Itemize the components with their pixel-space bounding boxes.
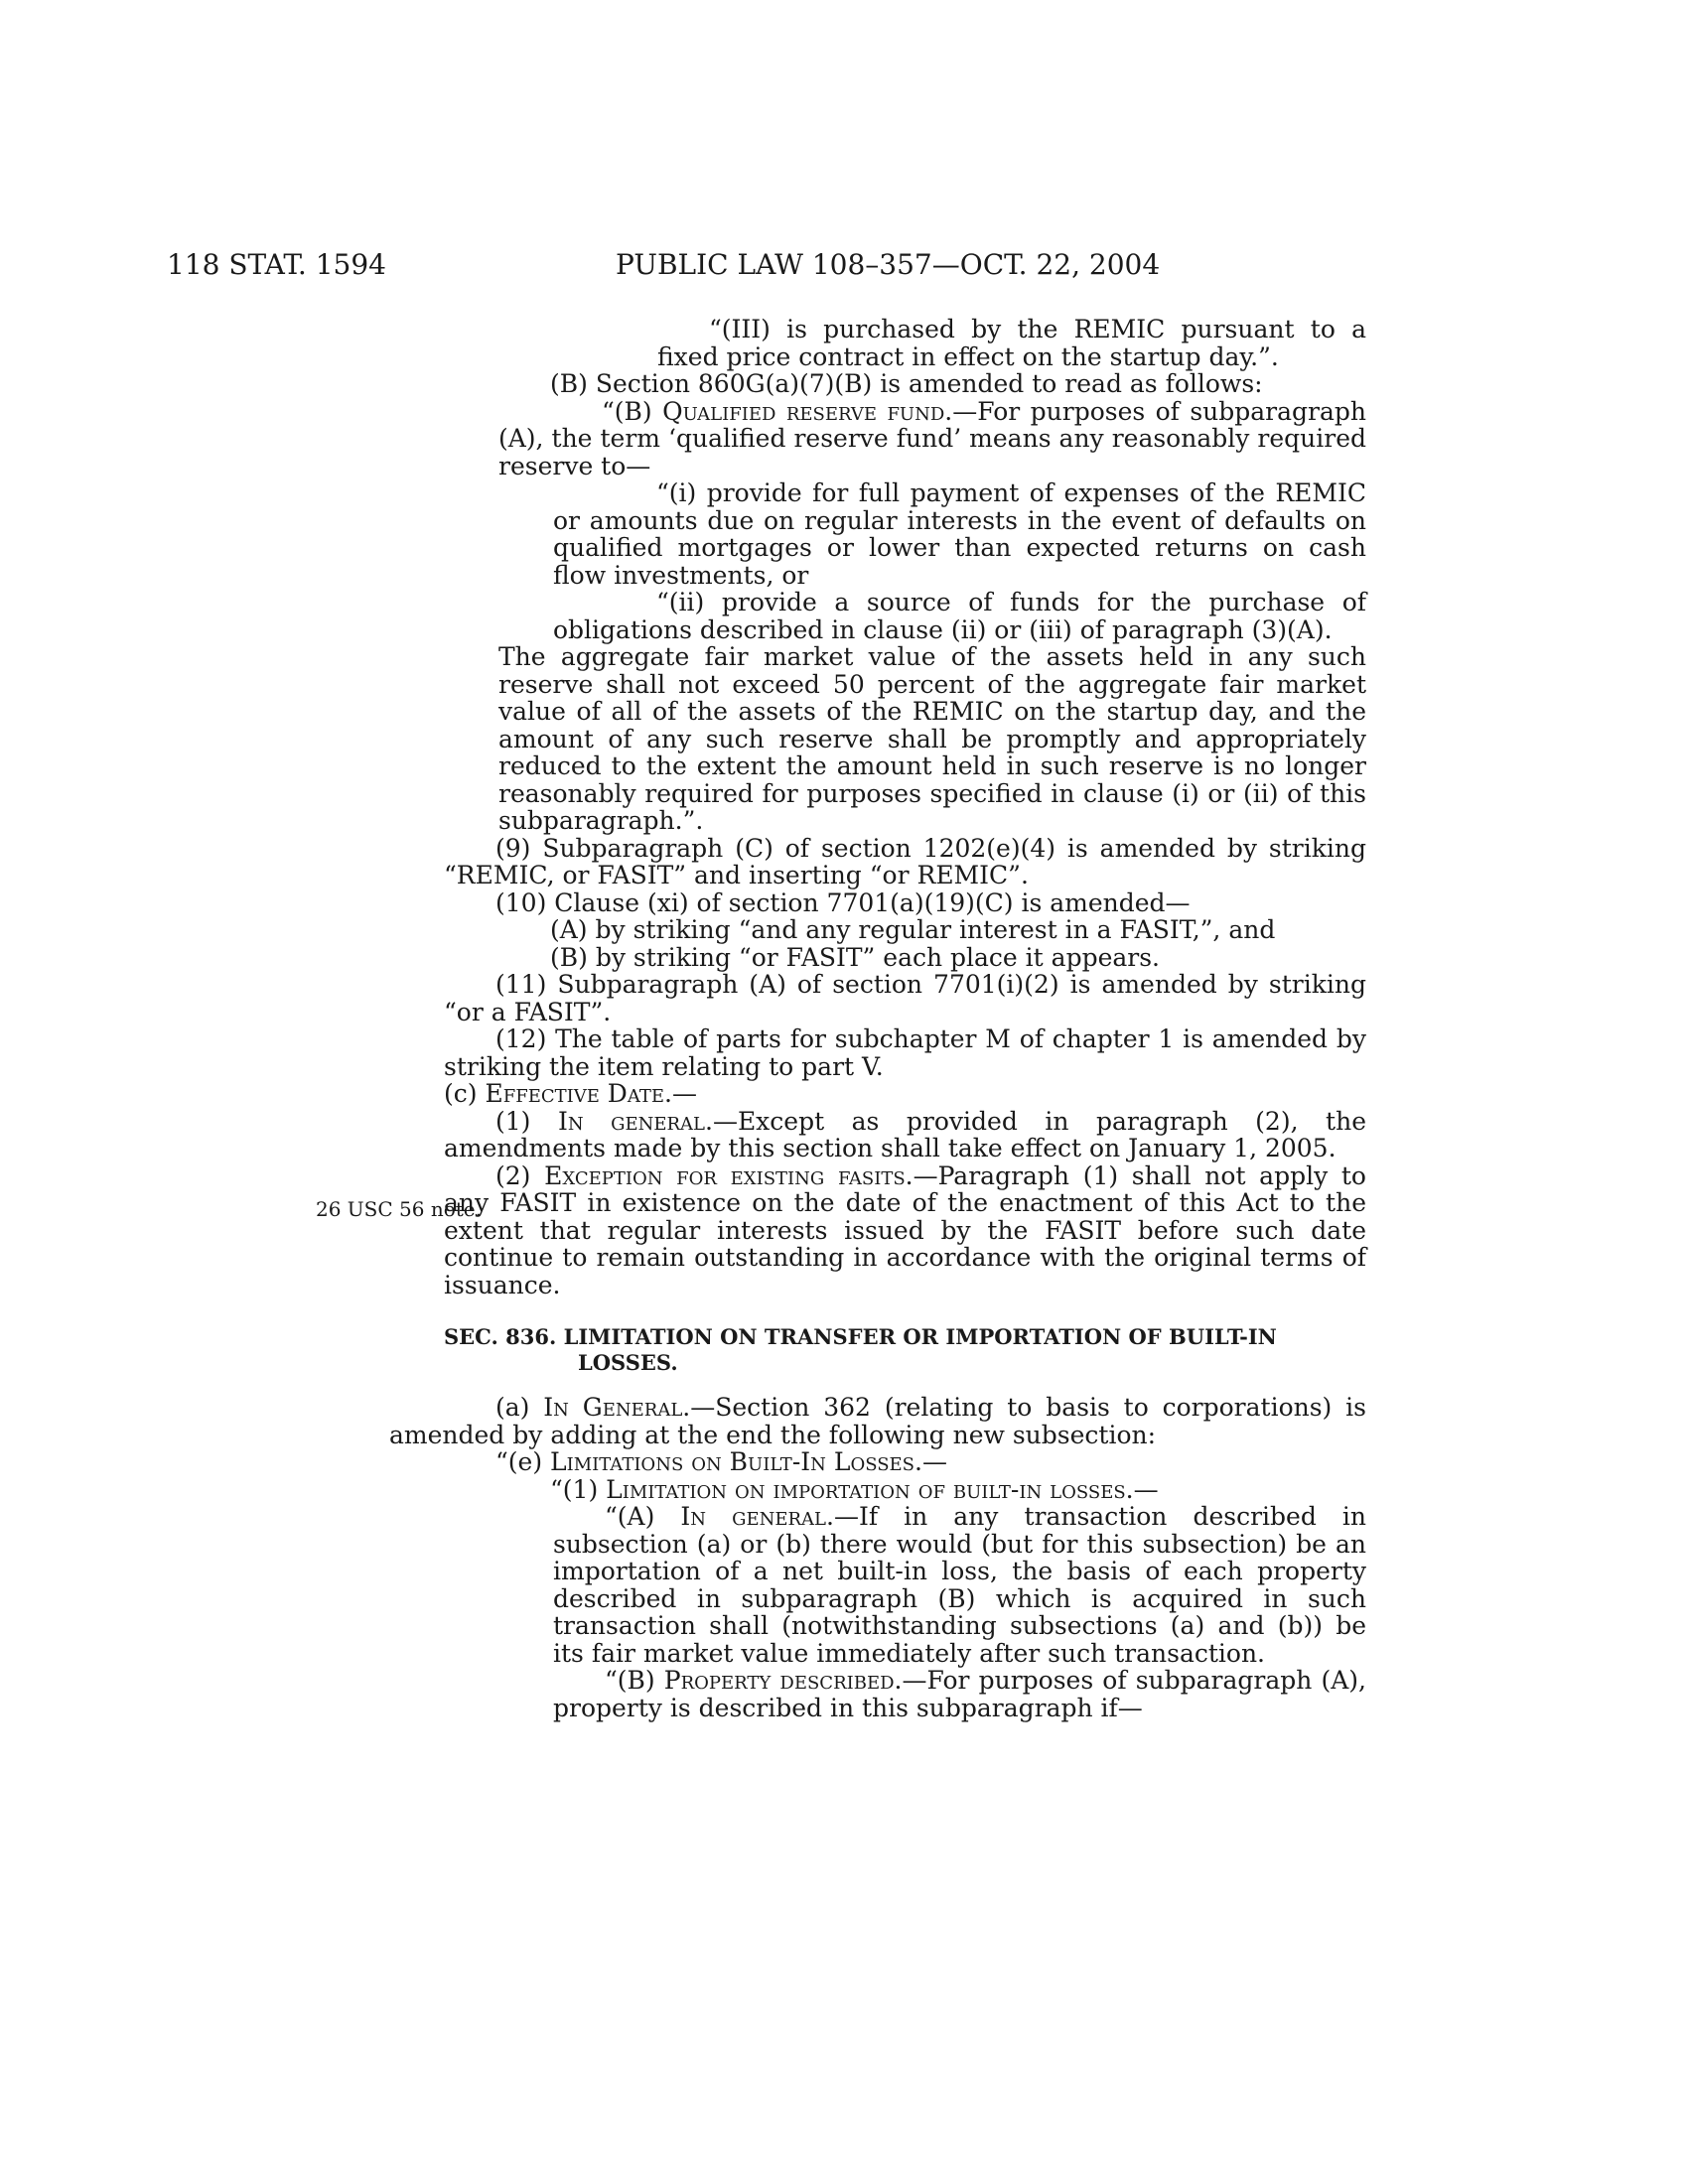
paragraph: (B) by striking “or FASIT” each place it appears. bbox=[550, 942, 1161, 972]
clause-ii: “(ii) provide a source of funds for the purchase of obligations described in clause (ii) or (iii) of paragraph (3)(A). bbox=[553, 588, 1366, 644]
paragraph-text: —If in any transaction described in subsection (a) or (b) there would (but for this subsection) be an importation of a net built-in loss, the basis of each property described in subparagraph (B) which is acquired in such transaction shall (notwithstanding subsections (a) and (b)) be its fair market value immediately after such transaction. bbox=[553, 1502, 1366, 1668]
clause-i: “(i) provide for full payment of expenses of the REMIC or amounts due on regular interests in the event of defaults on qualified mortgages or lower than expected returns on cash flow investments, or bbox=[553, 478, 1366, 590]
paragraph bbox=[444, 1108, 1366, 1162]
paragraph-label: (1) bbox=[495, 1106, 558, 1136]
subparagraph-heading: In general. bbox=[680, 1502, 834, 1531]
paragraph bbox=[444, 1162, 1366, 1299]
paragraph-heading: In general. bbox=[557, 1106, 713, 1136]
paragraph-label: “(A) bbox=[605, 1502, 681, 1531]
clause-iii: “(III) is purchased by the REMIC pursuant to a fixed price contract in effect on the startup day.”. bbox=[657, 315, 1366, 371]
paragraph-text: —For purposes of subparagraph (A), the term ‘qualified reserve fund’ means any reasonably required reserve to— bbox=[498, 396, 1366, 480]
paragraph-heading: Exception for existing fasits. bbox=[544, 1160, 914, 1190]
section-heading: SEC. 836. LIMITATION ON TRANSFER OR IMPORTATION OF BUILT-IN LOSSES. bbox=[444, 1324, 1277, 1375]
paragraph bbox=[498, 398, 1366, 480]
paragraph-text: —Section 362 (relating to basis to corporations) is amended by adding at the end the following new subsection: bbox=[389, 1393, 1366, 1449]
paragraph-label: “(B) bbox=[605, 1666, 664, 1695]
paragraph: (A) by striking “and any regular interest in a FASIT,”, and bbox=[550, 915, 1276, 944]
paragraph: (10) Clause (xi) of section 7701(a)(19)(C) is amended— bbox=[495, 887, 1191, 917]
paragraph: (12) The table of parts for subchapter M of chapter 1 is amended by striking the item relating to part V. bbox=[444, 1024, 1366, 1081]
subsection-heading: Effective Date. bbox=[485, 1079, 672, 1108]
paragraph-label: (2) bbox=[495, 1160, 545, 1190]
paragraph: (9) Subparagraph (C) of section 1202(e)(4) is amended by striking “REMIC, or FASIT” and inserting “or REMIC”. bbox=[444, 833, 1366, 889]
paragraph: (B) Section 860G(a)(7)(B) is amended to read as follows: bbox=[550, 369, 1263, 398]
page-header bbox=[0, 248, 1688, 288]
statute-page-number: 118 STAT. 1594 bbox=[167, 248, 386, 281]
paragraph-text: —For purposes of subparagraph (A), property is described in this subparagraph if— bbox=[553, 1666, 1366, 1722]
paragraph: The aggregate fair market value of the assets held in any such reserve shall not exceed 50 percent of the aggregate fair market value of all of the assets of the REMIC on the startup day, and the amount of any such reserve shall be promptly and appropriately reduced to the extent the amount held in such reserve is no longer reasonably required for purposes specified in clause (i) or (ii) of this subparagraph.”. bbox=[498, 642, 1366, 835]
paragraph-text: — bbox=[921, 1447, 947, 1476]
subsection-heading: Limitations on Built-In Losses. bbox=[550, 1447, 922, 1476]
paragraph bbox=[389, 1394, 1366, 1448]
paragraph-text: —Except as provided in paragraph (2), the amendments made by this section shall take effect on January 1, 2005. bbox=[444, 1106, 1366, 1162]
paragraph-label: “(1) bbox=[550, 1474, 607, 1504]
paragraph bbox=[498, 479, 1366, 589]
running-head: PUBLIC LAW 108–357—OCT. 22, 2004 bbox=[616, 248, 1161, 281]
subparagraph-heading: Property described. bbox=[663, 1666, 903, 1695]
paragraph bbox=[498, 1667, 1366, 1721]
paragraph-label: (a) bbox=[495, 1393, 544, 1422]
paragraph bbox=[498, 316, 1366, 370]
subparagraph-heading: “(B) Qualified reserve fund. bbox=[602, 396, 953, 426]
paragraph-label: “(e) bbox=[495, 1447, 551, 1476]
paragraph bbox=[498, 1476, 1366, 1504]
paragraph-label: (c) bbox=[444, 1079, 486, 1108]
paragraph bbox=[444, 1080, 1366, 1108]
paragraph-text: — bbox=[1133, 1474, 1159, 1504]
paragraph bbox=[498, 589, 1366, 643]
subsection-heading: In General. bbox=[543, 1393, 691, 1422]
paragraph-heading: Limitation on importation of built-in losses. bbox=[606, 1474, 1134, 1504]
paragraph: (11) Subparagraph (A) of section 7701(i)(2) is amended by striking “or a FASIT”. bbox=[444, 970, 1366, 1026]
paragraph bbox=[444, 1448, 1366, 1476]
margin-note: 26 USC 56 note. bbox=[316, 1197, 482, 1221]
paragraph-text: — bbox=[671, 1079, 697, 1108]
paragraph-text: —Paragraph (1) shall not apply to any FASIT in existence on the date of the enactment of this Act to the extent that regular interests issued by the FASIT before such date continue to remain outstanding in accordance with the original terms of issuance. bbox=[444, 1160, 1366, 1299]
paragraph bbox=[498, 1503, 1366, 1667]
